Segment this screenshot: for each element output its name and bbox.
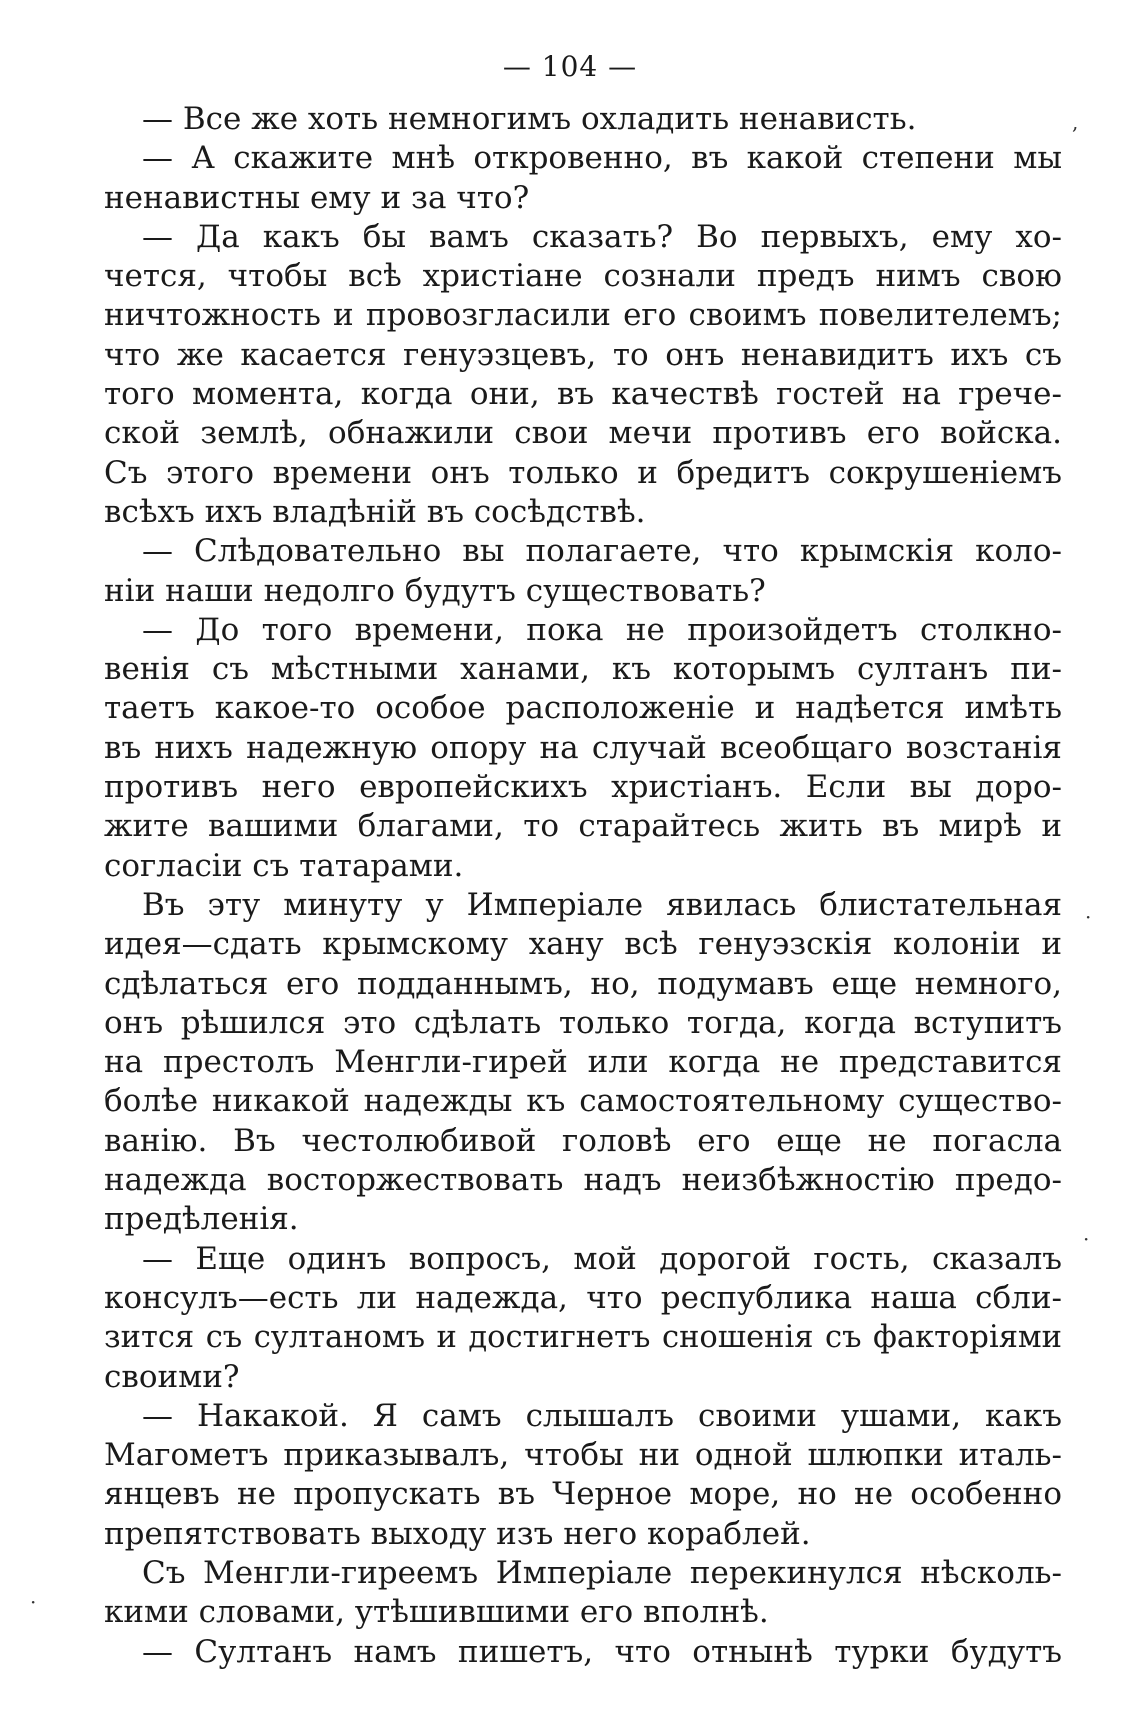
text-line: ничтожность и провозгласили его своимъ повелителемъ; <box>104 297 1062 334</box>
text-line: янцевъ не пропускать въ Черное море, но не особенно <box>104 1476 1062 1513</box>
text-line: Въ эту минуту у Имперіале явилась блистательная <box>142 886 1062 923</box>
text-line: Съ этого времени онъ только и бредитъ сокрушеніемъ <box>104 454 1062 491</box>
text-line: своими? <box>104 1358 240 1395</box>
text-line: жите вашими благами, то старайтесь жить въ мирѣ и <box>104 808 1062 845</box>
text-line: на престолъ Менгли-гирей или когда не представится <box>104 1044 1062 1081</box>
scan-speck: · <box>30 1590 37 1614</box>
text-line: кими словами, утѣшившими его вполнѣ. <box>104 1594 769 1631</box>
text-line: Съ Менгли-гиреемъ Имперіале перекинулся нѣсколь- <box>142 1554 1062 1591</box>
text-line: предѣленія. <box>104 1201 299 1238</box>
text-line: ніи наши недолго будутъ существовать? <box>104 572 766 609</box>
text-line: согласіи съ татарами. <box>104 847 464 884</box>
text-line: — До того времени, пока не произойдетъ столкно- <box>142 611 1062 648</box>
text-line: ванію. Въ честолюбивой головѣ его еще не погасла <box>104 1122 1062 1159</box>
text-line: консулъ—есть ли надежда, что республика наша сбли- <box>104 1279 1062 1316</box>
body-text <box>104 100 1062 1672</box>
scan-speck: · <box>1085 905 1092 929</box>
text-line: болѣе никакой надежды къ самостоятельному существо- <box>104 1083 1062 1120</box>
text-line: венія съ мѣстными ханами, къ которымъ султанъ пи- <box>104 651 1062 688</box>
text-line: — Накакой. Я самъ слышалъ своими ушами, какъ <box>142 1397 1062 1434</box>
text-line: что же касается генуэзцевъ, то онъ ненавидитъ ихъ съ <box>104 336 1062 373</box>
text-line: препятствовать выходу изъ него кораблей. <box>104 1515 811 1552</box>
text-line: — А скажите мнѣ откровенно, въ какой степени мы <box>142 140 1062 177</box>
text-line: ской землѣ, обнажили свои мечи противъ его войска. <box>104 415 1062 452</box>
page-number: — 104 — <box>502 50 638 83</box>
text-line: таетъ какое-то особое расположеніе и надѣется имѣть <box>104 690 1062 727</box>
text-line: — Все же хоть немногимъ охладить ненависть. <box>142 101 917 137</box>
text-line: — Султанъ намъ пишетъ, что отнынѣ турки будутъ <box>142 1633 1062 1670</box>
text-line: ненавистны ему и за что? <box>104 179 530 216</box>
text-line: въ нихъ надежную опору на случай всеобщаго возстанія <box>104 729 1062 766</box>
text-line: Магометъ приказывалъ, чтобы ни одной шлюпки италь- <box>104 1437 1062 1474</box>
text-line: зится съ султаномъ и достигнетъ сношенія съ факторіями <box>104 1320 1062 1356</box>
text-line: надежда восторжествовать надъ неизбѣжностію предо- <box>104 1162 1062 1199</box>
text-line: того момента, когда они, въ качествѣ гостей на грече- <box>104 376 1062 413</box>
text-line: онъ рѣшился это сдѣлать только тогда, когда вступитъ <box>104 1004 1062 1041</box>
scan-speck: · <box>1083 1227 1090 1251</box>
scan-speck: , <box>1072 110 1079 134</box>
text-line: чется, чтобы всѣ христіане сознали предъ нимъ свою <box>104 258 1062 295</box>
text-line: идея—сдать крымскому хану всѣ генуэзскія колоніи и <box>104 926 1062 963</box>
text-line: сдѣлаться его подданнымъ, но, подумавъ еще немного, <box>104 965 1062 1002</box>
text-line: — Слѣдовательно вы полагаете, что крымскія коло- <box>142 533 1062 570</box>
text-line: — Да какъ бы вамъ сказать? Во первыхъ, ему хо- <box>142 218 1062 255</box>
text-line: всѣхъ ихъ владѣній въ сосѣдствѣ. <box>104 493 646 530</box>
text-line: — Еще одинъ вопросъ, мой дорогой гость, сказалъ <box>142 1240 1062 1277</box>
text-line: противъ него европейскихъ христіанъ. Если вы доро- <box>104 769 1062 806</box>
